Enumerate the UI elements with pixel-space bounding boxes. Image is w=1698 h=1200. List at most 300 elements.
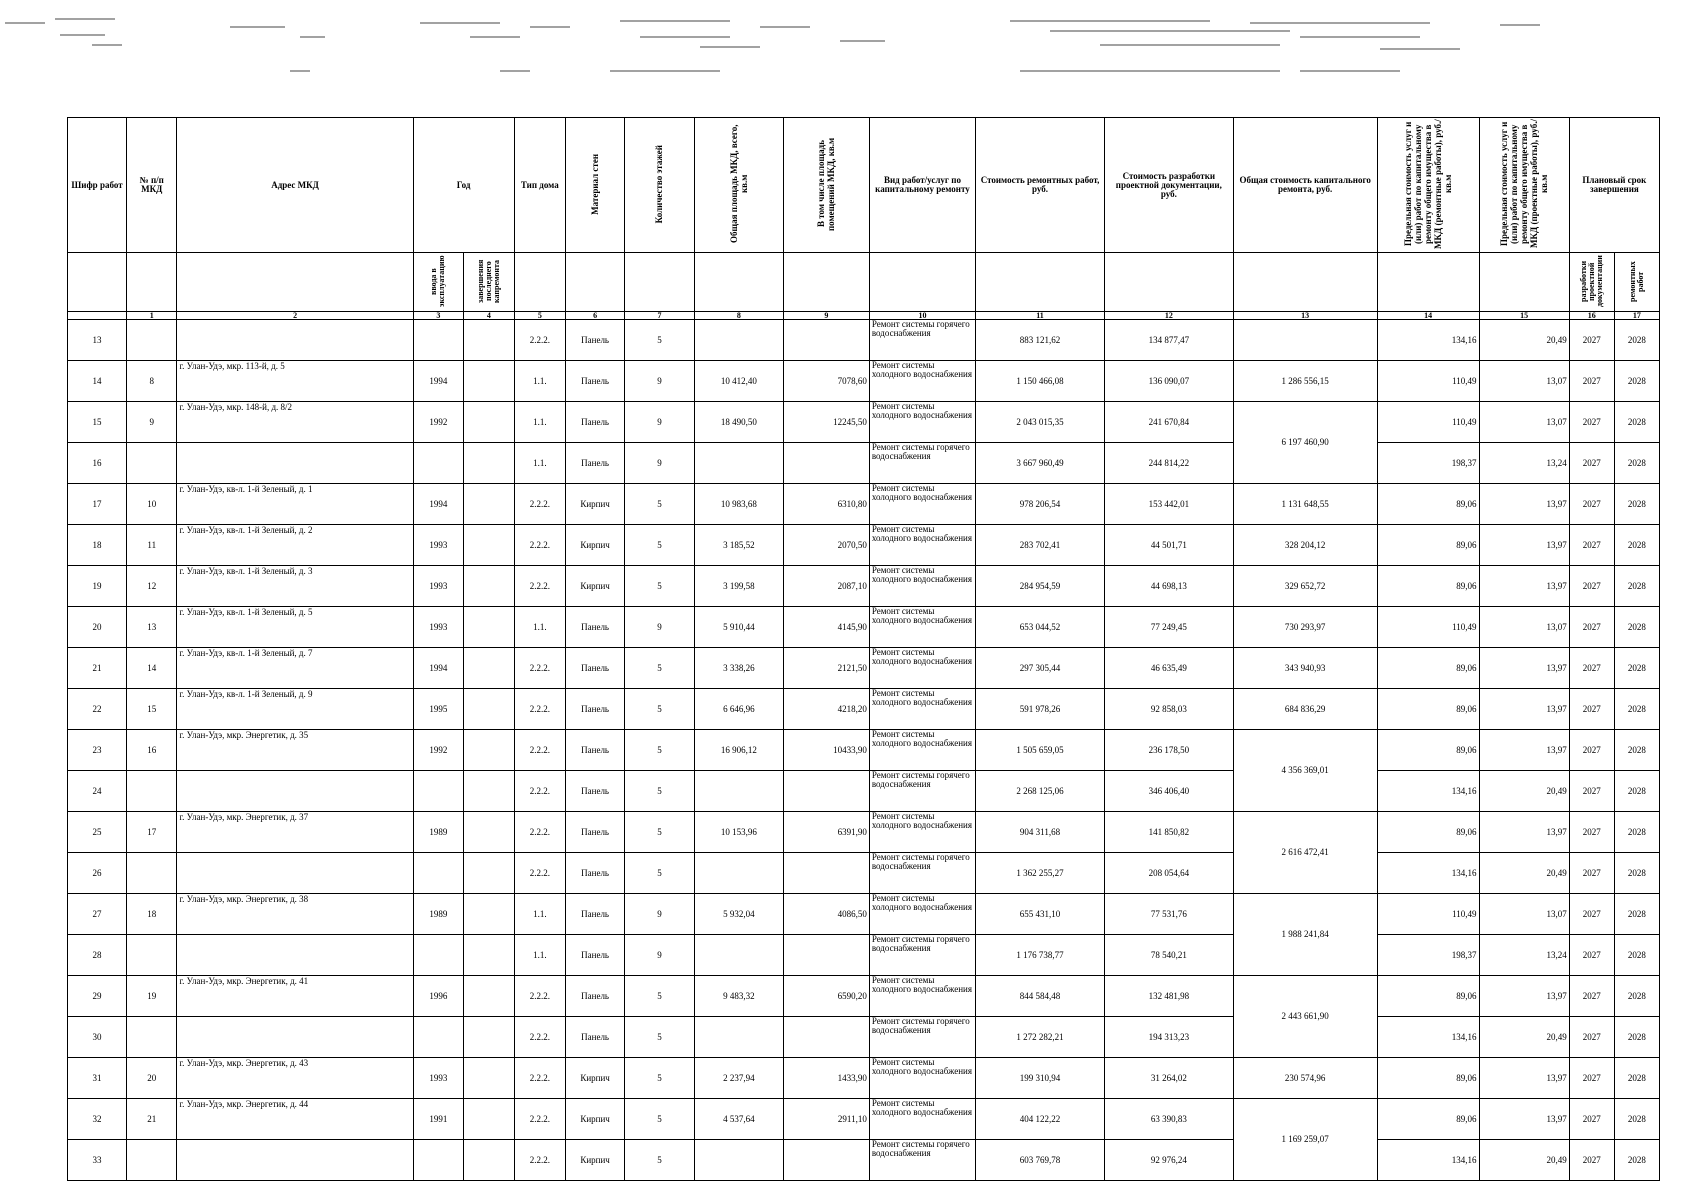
cell-limit-cost-design: 13,97	[1479, 525, 1569, 566]
cell-row-number: 23	[68, 730, 127, 771]
cell-year-overhaul	[464, 976, 514, 1017]
column-number-6: 6	[566, 312, 625, 320]
column-number-4: 4	[464, 312, 514, 320]
table-row	[68, 648, 1660, 689]
cell-year-overhaul	[464, 1099, 514, 1140]
cell-total-cost: 329 652,72	[1233, 566, 1377, 607]
cell-design-cost: 194 313,23	[1104, 1017, 1233, 1058]
cell-mkd-number	[127, 1017, 177, 1058]
cell-deadline-design: 2027	[1569, 1099, 1614, 1140]
cell-year-overhaul	[464, 648, 514, 689]
cell-mkd-number: 9	[127, 402, 177, 443]
cell-deadline-repair: 2028	[1614, 484, 1659, 525]
cell-residential-area	[783, 935, 869, 976]
cell-wall-material: Панель	[566, 1017, 625, 1058]
cell-address: г. Улан-Удэ, кв-л. 1-й Зеленый, д. 2	[177, 525, 413, 566]
cell-limit-cost-design: 20,49	[1479, 1140, 1569, 1181]
cell-year-overhaul	[464, 566, 514, 607]
cell-house-type: 2.2.2.	[514, 484, 566, 525]
cell-work-type: Ремонт системы горячего водоснабжения	[869, 1017, 975, 1058]
cell-repair-cost: 1 505 659,05	[976, 730, 1105, 771]
cell-total-area	[694, 935, 783, 976]
cell-repair-cost: 1 150 466,08	[976, 361, 1105, 402]
cell-total-area: 3 199,58	[694, 566, 783, 607]
cell-repair-cost: 283 702,41	[976, 525, 1105, 566]
cell-floors: 5	[625, 689, 695, 730]
cell-deadline-repair: 2028	[1614, 976, 1659, 1017]
cell-repair-cost: 1 272 282,21	[976, 1017, 1105, 1058]
table-row	[68, 484, 1660, 525]
cell-deadline-repair: 2028	[1614, 894, 1659, 935]
cell-limit-cost-repair: 89,06	[1377, 730, 1479, 771]
cell-limit-cost-design: 13,97	[1479, 812, 1569, 853]
column-number-0	[68, 312, 127, 320]
table-row	[68, 894, 1660, 935]
column-number-9: 9	[783, 312, 869, 320]
cell-year-commission: 1992	[413, 730, 463, 771]
header-total-cost: Общая стоимость капитального ремонта, руб.	[1233, 118, 1377, 253]
cell-year-overhaul	[464, 361, 514, 402]
cell-total-cost: 684 836,29	[1233, 689, 1377, 730]
cell-year-commission: 1993	[413, 566, 463, 607]
cell-work-type: Ремонт системы холодного водоснабжения	[869, 525, 975, 566]
cell-year-overhaul	[464, 484, 514, 525]
cell-mkd-number	[127, 1140, 177, 1181]
cell-floors: 9	[625, 607, 695, 648]
faded-scan-header	[0, 0, 1698, 100]
header-limit-cost-design: Предельная стоимость услуг и (или) работ по капитальному ремонту общего имущества в МКД (проектные работы), руб./кв.м	[1479, 118, 1569, 253]
cell-row-number: 32	[68, 1099, 127, 1140]
header-design-cost: Стоимость разработки проектной документации, руб.	[1104, 118, 1233, 253]
table-row	[68, 1017, 1660, 1058]
cell-year-commission: 1992	[413, 402, 463, 443]
cell-deadline-repair: 2028	[1614, 1017, 1659, 1058]
cell-limit-cost-repair: 134,16	[1377, 1017, 1479, 1058]
cell-year-overhaul	[464, 443, 514, 484]
cell-total-area	[694, 1140, 783, 1181]
cell-repair-cost: 653 044,52	[976, 607, 1105, 648]
header-work-type: Вид работ/услуг по капитальному ремонту	[869, 118, 975, 253]
cell-total-area: 6 646,96	[694, 689, 783, 730]
cell-work-type: Ремонт системы холодного водоснабжения	[869, 607, 975, 648]
cell-design-cost: 44 698,13	[1104, 566, 1233, 607]
cell-deadline-design: 2027	[1569, 607, 1614, 648]
cell-mkd-number: 13	[127, 607, 177, 648]
cell-deadline-design: 2027	[1569, 976, 1614, 1017]
cell-limit-cost-repair: 134,16	[1377, 771, 1479, 812]
cell-total-area: 10 412,40	[694, 361, 783, 402]
cell-residential-area: 4086,50	[783, 894, 869, 935]
header-repair-cost: Стоимость ремонтных работ, руб.	[976, 118, 1105, 253]
cell-residential-area	[783, 1017, 869, 1058]
cell-wall-material: Кирпич	[566, 1140, 625, 1181]
cell-total-area: 5 910,44	[694, 607, 783, 648]
cell-total-area: 16 906,12	[694, 730, 783, 771]
header-floors: Количество этажей	[625, 118, 695, 253]
cell-work-type: Ремонт системы холодного водоснабжения	[869, 976, 975, 1017]
table-row	[68, 1099, 1660, 1140]
cell-wall-material: Панель	[566, 320, 625, 361]
cell-deadline-repair: 2028	[1614, 935, 1659, 976]
cell-work-type: Ремонт системы холодного водоснабжения	[869, 1099, 975, 1140]
table-body	[68, 320, 1660, 1181]
header-deadline: Плановый срок завершения	[1569, 118, 1659, 253]
cell-total-cost: 1 131 648,55	[1233, 484, 1377, 525]
cell-mkd-number: 16	[127, 730, 177, 771]
cell-house-type: 2.2.2.	[514, 566, 566, 607]
cell-residential-area	[783, 771, 869, 812]
header-limit-cost-repair: Предельная стоимость услуг и (или) работ по капитальному ремонту общего имущества в МКД (ремонтные работы), руб./кв.м	[1377, 118, 1479, 253]
header-wall-material: Материал стен	[566, 118, 625, 253]
cell-repair-cost: 883 121,62	[976, 320, 1105, 361]
cell-repair-cost: 1 362 255,27	[976, 853, 1105, 894]
cell-design-cost: 346 406,40	[1104, 771, 1233, 812]
table-row	[68, 607, 1660, 648]
cell-limit-cost-design: 13,07	[1479, 607, 1569, 648]
cell-row-number: 20	[68, 607, 127, 648]
cell-design-cost: 208 054,64	[1104, 853, 1233, 894]
cell-design-cost: 78 540,21	[1104, 935, 1233, 976]
header-row	[68, 118, 1660, 253]
cell-limit-cost-repair: 89,06	[1377, 566, 1479, 607]
cell-residential-area: 6310,80	[783, 484, 869, 525]
cell-limit-cost-design: 20,49	[1479, 771, 1569, 812]
column-number-14: 14	[1377, 312, 1479, 320]
cell-repair-cost: 655 431,10	[976, 894, 1105, 935]
cell-residential-area: 2911,10	[783, 1099, 869, 1140]
cell-address	[177, 320, 413, 361]
cell-year-commission	[413, 853, 463, 894]
cell-year-commission: 1996	[413, 976, 463, 1017]
cell-limit-cost-design: 13,97	[1479, 648, 1569, 689]
cell-residential-area: 2087,10	[783, 566, 869, 607]
cell-limit-cost-design: 13,24	[1479, 935, 1569, 976]
cell-house-type: 1.1.	[514, 607, 566, 648]
cell-residential-area	[783, 853, 869, 894]
cell-work-type: Ремонт системы холодного водоснабжения	[869, 484, 975, 525]
column-number-1: 1	[127, 312, 177, 320]
cell-total-area	[694, 771, 783, 812]
cell-wall-material: Панель	[566, 730, 625, 771]
cell-mkd-number: 14	[127, 648, 177, 689]
cell-year-commission: 1995	[413, 689, 463, 730]
cell-row-number: 24	[68, 771, 127, 812]
cell-deadline-design: 2027	[1569, 894, 1614, 935]
cell-limit-cost-repair: 134,16	[1377, 853, 1479, 894]
subheader-deadline-design: разработки проектной документации	[1569, 253, 1614, 312]
cell-house-type: 2.2.2.	[514, 1140, 566, 1181]
cell-floors: 9	[625, 894, 695, 935]
cell-year-commission: 1994	[413, 484, 463, 525]
cell-work-type: Ремонт системы горячего водоснабжения	[869, 935, 975, 976]
cell-house-type: 1.1.	[514, 402, 566, 443]
cell-year-overhaul	[464, 320, 514, 361]
cell-limit-cost-design: 13,97	[1479, 484, 1569, 525]
cell-address: г. Улан-Удэ, кв-л. 1-й Зеленый, д. 1	[177, 484, 413, 525]
cell-deadline-repair: 2028	[1614, 1099, 1659, 1140]
cell-floors: 9	[625, 402, 695, 443]
cell-year-commission: 1989	[413, 894, 463, 935]
cell-floors: 5	[625, 648, 695, 689]
cell-repair-cost: 978 206,54	[976, 484, 1105, 525]
cell-house-type: 2.2.2.	[514, 689, 566, 730]
cell-work-type: Ремонт системы горячего водоснабжения	[869, 853, 975, 894]
cell-design-cost: 31 264,02	[1104, 1058, 1233, 1099]
cell-total-cost: 2 616 472,41	[1233, 812, 1377, 894]
cell-total-area: 3 185,52	[694, 525, 783, 566]
cell-mkd-number: 8	[127, 361, 177, 402]
column-number-13: 13	[1233, 312, 1377, 320]
cell-limit-cost-repair: 89,06	[1377, 689, 1479, 730]
cell-floors: 5	[625, 771, 695, 812]
cell-row-number: 19	[68, 566, 127, 607]
cell-limit-cost-repair: 198,37	[1377, 443, 1479, 484]
cell-residential-area: 4145,90	[783, 607, 869, 648]
cell-limit-cost-repair: 89,06	[1377, 1099, 1479, 1140]
cell-floors: 5	[625, 1058, 695, 1099]
cell-work-type: Ремонт системы холодного водоснабжения	[869, 812, 975, 853]
cell-wall-material: Панель	[566, 607, 625, 648]
cell-limit-cost-design: 20,49	[1479, 853, 1569, 894]
cell-repair-cost: 404 122,22	[976, 1099, 1105, 1140]
cell-deadline-design: 2027	[1569, 771, 1614, 812]
cell-address	[177, 1017, 413, 1058]
cell-floors: 5	[625, 1099, 695, 1140]
cell-deadline-design: 2027	[1569, 361, 1614, 402]
column-number-10: 10	[869, 312, 975, 320]
cell-wall-material: Кирпич	[566, 1099, 625, 1140]
cell-total-area	[694, 320, 783, 361]
table-row	[68, 935, 1660, 976]
cell-address	[177, 935, 413, 976]
cell-deadline-design: 2027	[1569, 525, 1614, 566]
cell-design-cost: 92 858,03	[1104, 689, 1233, 730]
cell-design-cost: 92 976,24	[1104, 1140, 1233, 1181]
cell-limit-cost-design: 13,97	[1479, 689, 1569, 730]
column-number-16: 16	[1569, 312, 1614, 320]
cell-floors: 5	[625, 320, 695, 361]
cell-year-overhaul	[464, 812, 514, 853]
cell-total-area: 4 537,64	[694, 1099, 783, 1140]
cell-wall-material: Панель	[566, 689, 625, 730]
cell-residential-area: 4218,20	[783, 689, 869, 730]
cell-wall-material: Панель	[566, 443, 625, 484]
cell-design-cost: 236 178,50	[1104, 730, 1233, 771]
column-number-3: 3	[413, 312, 463, 320]
table-row	[68, 402, 1660, 443]
table-row	[68, 771, 1660, 812]
table-row	[68, 812, 1660, 853]
cell-limit-cost-design: 13,97	[1479, 1099, 1569, 1140]
header-house-type: Тип дома	[514, 118, 566, 253]
cell-mkd-number: 15	[127, 689, 177, 730]
cell-limit-cost-design: 13,07	[1479, 894, 1569, 935]
cell-row-number: 31	[68, 1058, 127, 1099]
cell-deadline-design: 2027	[1569, 853, 1614, 894]
column-number-11: 11	[976, 312, 1105, 320]
cell-deadline-repair: 2028	[1614, 853, 1659, 894]
cell-floors: 5	[625, 566, 695, 607]
cell-row-number: 16	[68, 443, 127, 484]
cell-total-cost: 6 197 460,90	[1233, 402, 1377, 484]
cell-house-type: 2.2.2.	[514, 525, 566, 566]
table-row	[68, 1058, 1660, 1099]
cell-address: г. Улан-Удэ, мкр. Энергетик, д. 44	[177, 1099, 413, 1140]
cell-house-type: 2.2.2.	[514, 1099, 566, 1140]
table-row	[68, 361, 1660, 402]
cell-row-number: 22	[68, 689, 127, 730]
header-address: Адрес МКД	[177, 118, 413, 253]
subheader-deadline-repair: ремонтных работ	[1614, 253, 1659, 312]
cell-total-cost: 230 574,96	[1233, 1058, 1377, 1099]
cell-floors: 5	[625, 484, 695, 525]
cell-total-cost: 343 940,93	[1233, 648, 1377, 689]
cell-address	[177, 853, 413, 894]
cell-wall-material: Панель	[566, 361, 625, 402]
cell-year-overhaul	[464, 730, 514, 771]
cell-year-overhaul	[464, 607, 514, 648]
cell-limit-cost-design: 20,49	[1479, 320, 1569, 361]
cell-repair-cost: 2 043 015,35	[976, 402, 1105, 443]
cell-deadline-repair: 2028	[1614, 1140, 1659, 1181]
cell-mkd-number: 10	[127, 484, 177, 525]
cell-deadline-design: 2027	[1569, 1140, 1614, 1181]
cell-row-number: 25	[68, 812, 127, 853]
cell-deadline-repair: 2028	[1614, 648, 1659, 689]
cell-deadline-repair: 2028	[1614, 320, 1659, 361]
cell-mkd-number	[127, 320, 177, 361]
cell-total-area: 2 237,94	[694, 1058, 783, 1099]
cell-limit-cost-repair: 89,06	[1377, 812, 1479, 853]
cell-repair-cost: 2 268 125,06	[976, 771, 1105, 812]
cell-year-overhaul	[464, 1140, 514, 1181]
cell-total-cost: 328 204,12	[1233, 525, 1377, 566]
cell-residential-area: 10433,90	[783, 730, 869, 771]
cell-total-cost: 1 286 556,15	[1233, 361, 1377, 402]
cell-total-area: 3 338,26	[694, 648, 783, 689]
cell-year-commission	[413, 1140, 463, 1181]
cell-repair-cost: 904 311,68	[976, 812, 1105, 853]
cell-limit-cost-design: 13,24	[1479, 443, 1569, 484]
cell-mkd-number: 17	[127, 812, 177, 853]
cell-repair-cost: 591 978,26	[976, 689, 1105, 730]
cell-address: г. Улан-Удэ, мкр. Энергетик, д. 41	[177, 976, 413, 1017]
cell-floors: 5	[625, 1140, 695, 1181]
cell-floors: 5	[625, 812, 695, 853]
cell-limit-cost-repair: 110,49	[1377, 607, 1479, 648]
cell-house-type: 2.2.2.	[514, 812, 566, 853]
cell-deadline-design: 2027	[1569, 443, 1614, 484]
cell-year-commission	[413, 771, 463, 812]
cell-floors: 5	[625, 853, 695, 894]
cell-residential-area: 2070,50	[783, 525, 869, 566]
cell-residential-area: 12245,50	[783, 402, 869, 443]
subheader-year-overhaul: завершения последнего капремонта	[464, 253, 514, 312]
cell-total-cost: 1 988 241,84	[1233, 894, 1377, 976]
cell-year-overhaul	[464, 771, 514, 812]
cell-house-type: 2.2.2.	[514, 771, 566, 812]
column-number-5: 5	[514, 312, 566, 320]
cell-house-type: 2.2.2.	[514, 320, 566, 361]
cell-wall-material: Кирпич	[566, 566, 625, 607]
cell-residential-area: 1433,90	[783, 1058, 869, 1099]
cell-mkd-number: 18	[127, 894, 177, 935]
cell-address: г. Улан-Удэ, кв-л. 1-й Зеленый, д. 7	[177, 648, 413, 689]
cell-year-commission: 1993	[413, 607, 463, 648]
cell-design-cost: 63 390,83	[1104, 1099, 1233, 1140]
table-row	[68, 566, 1660, 607]
cell-design-cost: 153 442,01	[1104, 484, 1233, 525]
column-number-8: 8	[694, 312, 783, 320]
cell-row-number: 18	[68, 525, 127, 566]
header-residential-area: В том числе площадь помещений МКД, кв.м	[783, 118, 869, 253]
cell-floors: 9	[625, 443, 695, 484]
column-number-17: 17	[1614, 312, 1659, 320]
cell-limit-cost-repair: 134,16	[1377, 320, 1479, 361]
cell-deadline-design: 2027	[1569, 1017, 1614, 1058]
cell-address: г. Улан-Удэ, мкр. Энергетик, д. 43	[177, 1058, 413, 1099]
cell-wall-material: Панель	[566, 976, 625, 1017]
cell-address: г. Улан-Удэ, мкр. Энергетик, д. 35	[177, 730, 413, 771]
cell-year-commission	[413, 320, 463, 361]
cell-work-type: Ремонт системы холодного водоснабжения	[869, 894, 975, 935]
table-row	[68, 976, 1660, 1017]
cell-residential-area	[783, 1140, 869, 1181]
cell-total-cost: 2 443 661,90	[1233, 976, 1377, 1058]
cell-work-type: Ремонт системы холодного водоснабжения	[869, 361, 975, 402]
cell-house-type: 1.1.	[514, 935, 566, 976]
cell-year-overhaul	[464, 1058, 514, 1099]
cell-limit-cost-design: 13,97	[1479, 566, 1569, 607]
cell-work-type: Ремонт системы холодного водоснабжения	[869, 402, 975, 443]
cell-repair-cost: 3 667 960,49	[976, 443, 1105, 484]
cell-house-type: 2.2.2.	[514, 1017, 566, 1058]
cell-limit-cost-repair: 89,06	[1377, 648, 1479, 689]
cell-wall-material: Панель	[566, 894, 625, 935]
cell-floors: 9	[625, 361, 695, 402]
cell-mkd-number	[127, 443, 177, 484]
cell-limit-cost-repair: 89,06	[1377, 525, 1479, 566]
cell-row-number: 13	[68, 320, 127, 361]
cell-limit-cost-design: 20,49	[1479, 1017, 1569, 1058]
cell-repair-cost: 844 584,48	[976, 976, 1105, 1017]
cell-address: г. Улан-Удэ, мкр. 148-й, д. 8/2	[177, 402, 413, 443]
cell-deadline-repair: 2028	[1614, 1058, 1659, 1099]
cell-residential-area: 6590,20	[783, 976, 869, 1017]
cell-mkd-number: 12	[127, 566, 177, 607]
cell-row-number: 17	[68, 484, 127, 525]
cell-address: г. Улан-Удэ, мкр. Энергетик, д. 38	[177, 894, 413, 935]
cell-deadline-design: 2027	[1569, 1058, 1614, 1099]
cell-work-type: Ремонт системы холодного водоснабжения	[869, 566, 975, 607]
cell-year-commission: 1993	[413, 1058, 463, 1099]
column-number-15: 15	[1479, 312, 1569, 320]
cell-house-type: 2.2.2.	[514, 976, 566, 1017]
cell-row-number: 28	[68, 935, 127, 976]
cell-residential-area: 6391,90	[783, 812, 869, 853]
cell-design-cost: 134 877,47	[1104, 320, 1233, 361]
cell-limit-cost-repair: 89,06	[1377, 1058, 1479, 1099]
header-total-area: Общая площадь МКД, всего, кв.м	[694, 118, 783, 253]
cell-wall-material: Панель	[566, 935, 625, 976]
cell-design-cost: 241 670,84	[1104, 402, 1233, 443]
cell-total-area: 5 932,04	[694, 894, 783, 935]
cell-row-number: 14	[68, 361, 127, 402]
cell-year-overhaul	[464, 1017, 514, 1058]
cell-wall-material: Панель	[566, 648, 625, 689]
cell-deadline-design: 2027	[1569, 648, 1614, 689]
cell-wall-material: Кирпич	[566, 1058, 625, 1099]
